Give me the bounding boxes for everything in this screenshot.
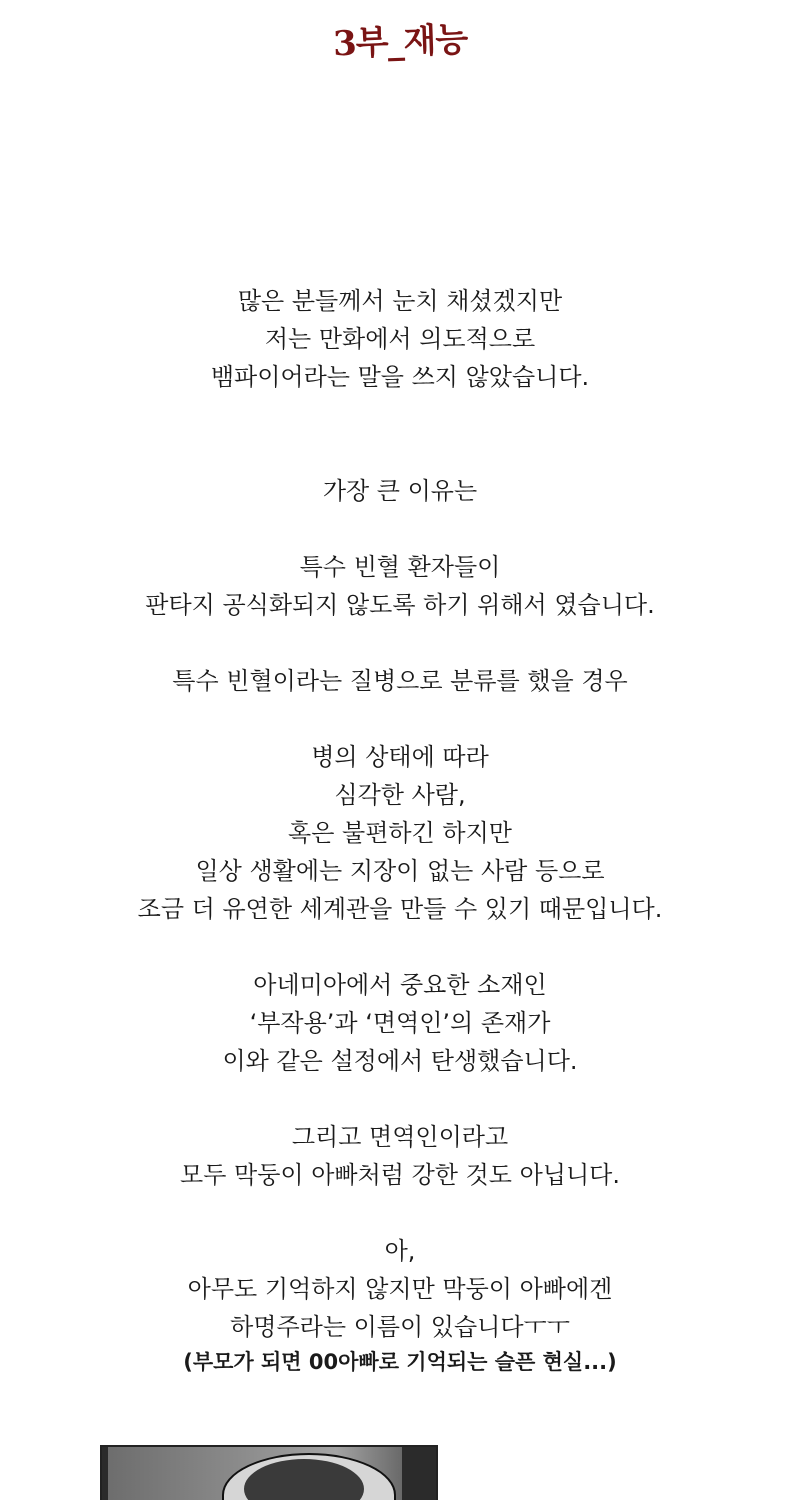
paragraph-6 [0, 966, 800, 1080]
page-title: 3부_재능 [332, 19, 468, 65]
text-line: 많은 분들께서 눈치 채셨겠지만 [237, 287, 563, 315]
text-line: 판타지 공식화되지 않도록 하기 위해서 였습니다. [145, 591, 655, 619]
text-line: 일상 생활에는 지장이 없는 사람 등으로 [195, 857, 605, 885]
paragraph-2 [0, 472, 800, 510]
text-line: 병의 상태에 따라 [311, 743, 489, 771]
text-line: 그리고 면역인이라고 [291, 1123, 509, 1151]
text-line: 저는 만화에서 의도적으로 [264, 325, 536, 353]
text-line: 조금 더 유연한 세계관을 만들 수 있기 때문입니다. [137, 895, 663, 923]
character-hair [244, 1459, 364, 1500]
text-line: 혹은 불편하긴 하지만 [288, 819, 512, 847]
text-line: 뱀파이어라는 말을 쓰지 않았습니다. [210, 363, 590, 391]
text-line: 모두 막둥이 아빠처럼 강한 것도 아닙니다. [180, 1161, 620, 1189]
text-line: 심각한 사람, [334, 781, 466, 809]
text-line: 아무도 기억하지 않지만 막둥이 아빠에겐 [187, 1275, 613, 1303]
text-line: 하명주라는 이름이 있습니다ㅜㅜ [230, 1313, 570, 1341]
text-line: 아네미아에서 중요한 소재인 [253, 971, 547, 999]
paragraph-5 [0, 738, 800, 928]
afterword-text [0, 282, 800, 1378]
paragraph-4 [0, 662, 800, 700]
panel-shadow-left [102, 1447, 108, 1500]
comic-panel-image [100, 1445, 438, 1500]
text-line: ‘부작용’과 ‘면역인’의 존재가 [249, 1009, 551, 1037]
paragraph-7 [0, 1118, 800, 1194]
text-line: 가장 큰 이유는 [322, 477, 478, 505]
text-line: 아, [384, 1237, 416, 1265]
panel-shadow-right [402, 1447, 438, 1500]
text-line: 특수 빈혈이라는 질병으로 분류를 했을 경우 [172, 667, 628, 695]
text-line: 이와 같은 설정에서 탄생했습니다. [222, 1047, 578, 1075]
paragraph-3 [0, 548, 800, 624]
text-line: 특수 빈혈 환자들이 [299, 553, 501, 581]
paragraph-8 [0, 1232, 800, 1378]
character-head [222, 1453, 396, 1500]
footnote-line: (부모가 되면 00아빠로 기억되는 슬픈 현실...) [183, 1350, 617, 1374]
paragraph-1 [0, 282, 800, 396]
